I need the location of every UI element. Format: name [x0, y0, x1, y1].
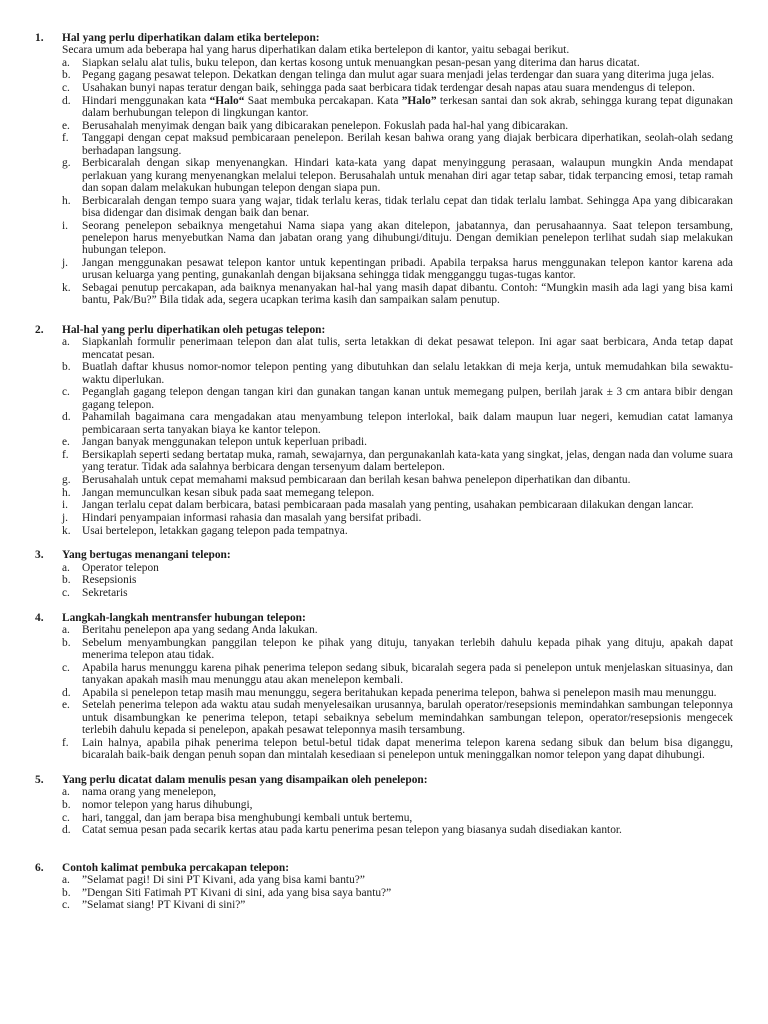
- list-item-text: Operator telepon: [82, 561, 159, 574]
- list-item-text: Beritahu penelepon apa yang sedang Anda lakukan.: [82, 624, 318, 637]
- list-item-letter: d.: [62, 411, 71, 424]
- section-3: [35, 549, 733, 599]
- list-item-letter: d.: [62, 94, 71, 107]
- list-item-text: Seorang penelepon sebaiknya mengetahui Nama siapa yang akan ditelepon, jabatannya, dan perusahaannya. Saat telepon tersambung, penelepon harus menyebutkan Nama dan jabatan orang yang dihubungi/dituju. Dengan demikian penelepon terlihat sudah siap melakukan hubungan telepon.: [82, 219, 733, 257]
- list-item: [35, 411, 733, 436]
- section-number: 2.: [35, 324, 44, 337]
- list-item: [35, 157, 733, 194]
- section-heading: [35, 549, 733, 561]
- list-item-text: nama orang yang menelepon,: [82, 786, 217, 799]
- list-item-text: Sekretaris: [82, 586, 128, 599]
- list-item: [35, 220, 733, 257]
- list-item: [35, 282, 733, 307]
- list-item-text: Resepsionis: [82, 574, 137, 587]
- list-item-text: Jangan menggunakan pesawat telepon kantor untuk kepentingan pribadi. Apabila terpaksa harus menggunakan telepon kantor karena ada urusan keluarga yang penting, gunakanlah dengan bijaksana sehingga tidak mengganggu tugas-tugas kantor.: [82, 256, 733, 282]
- list-item: [35, 95, 733, 120]
- list-item: [35, 120, 733, 132]
- list-item-text: Tanggapi dengan cepat maksud pembicaraan penelepon. Berilah kesan bahwa orang yang diajak berbicara diperhatikan, seolah-olah sedang berhadapan langsung.: [82, 132, 733, 157]
- list-item: [35, 361, 733, 386]
- list-item-letter: e.: [62, 699, 70, 712]
- list-item-letter: a.: [62, 786, 70, 799]
- list-item-letter: c.: [62, 81, 70, 94]
- list-item-letter: a.: [62, 336, 70, 349]
- list-item-letter: f.: [62, 132, 69, 145]
- text-segment: Saat membuka percakapan. Kata: [244, 94, 402, 107]
- list-item: [35, 662, 733, 687]
- text-segment: Hindari menggunakan kata: [82, 94, 210, 107]
- list-item: [35, 57, 733, 69]
- list-item: [35, 449, 733, 474]
- list-item-text: Siapkan selalu alat tulis, buku telepon, dan kertas kosong untuk menuangkan pesan-pesan yang diterima dan harus dicatat.: [82, 56, 640, 69]
- list-item-letter: e.: [62, 119, 70, 132]
- list-item-letter: j.: [62, 511, 69, 524]
- list-item-letter: f.: [62, 736, 69, 749]
- list-item-letter: i.: [62, 219, 69, 232]
- list-item-text: Jangan terlalu cepat dalam berbicara, batasi pembicaraan pada masalah yang penting, usahakan pembicaraan dilakukan dengan lancar.: [82, 499, 694, 512]
- bold-text-segment: “Halo“: [209, 94, 245, 107]
- list-item: [35, 499, 733, 511]
- list-item: [35, 69, 733, 81]
- list-item-text: Sebagai penutup percakapan, ada baiknya menanyakan hal-hal yang masih dapat dibantu. Contoh: “Mungkin masih ada lagi yang bisa kami bantu, Pak/Bu?” Bila tidak ada, segera ucapkan terima kasih dan sampaikan salam penutup.: [82, 281, 733, 307]
- item-list: [35, 336, 733, 536]
- section-1: [35, 32, 733, 307]
- item-list: [35, 624, 733, 761]
- list-item-letter: c.: [62, 899, 70, 912]
- list-item-letter: c.: [62, 811, 70, 824]
- list-item: [35, 699, 733, 736]
- list-item: [35, 624, 733, 636]
- list-item-text: Berbicaralah dengan sikap menyenangkan. Hindari kata-kata yang dapat menyinggung perasaan, walaupun mungkin Anda mendapat perlakuan yang kurang menyenangkan melalui telepon. Berusahalah untuk menahan diri agar tetap sabar, tidak terpancing emosi, tetap ramah dan sopan dalam melakukan hubungan telepon dengan siapa pun.: [82, 157, 733, 194]
- list-item-letter: a.: [62, 561, 70, 574]
- list-item-letter: b.: [62, 361, 71, 374]
- section-number: 1.: [35, 32, 44, 44]
- list-item-text: Apabila harus menunggu karena pihak penerima telepon sedang sibuk, bicaralah segera pada si penelepon untuk menjelaskan situasinya, dan tanyakan apakah masih mau menunggu atau akan menelepon kembali.: [82, 661, 733, 687]
- list-item-text: Usahakan bunyi napas teratur dengan baik, sehingga pada saat berbicara tidak terdengar desah napas atau suara mendengus di telepon.: [82, 81, 695, 94]
- list-item-letter: a.: [62, 624, 70, 637]
- section-number: 6.: [35, 861, 44, 874]
- list-item: [35, 687, 733, 699]
- list-item-text: Lain halnya, apabila pihak penerima telepon betul-betul tidak dapat menerima telepon karena sedang sibuk dan belum bisa diganggu, bicaralah baik-baik dengan penuh sopan dan mintalah kesediaan si penelepon untuk meninggalkan nomor telepon yang dapat dihubungi.: [82, 736, 733, 762]
- list-item-text: Catat semua pesan pada secarik kertas atau pada kartu penerima pesan telepon yang biasanya sudah disediakan kantor.: [82, 824, 622, 837]
- list-item-letter: b.: [62, 574, 71, 587]
- list-item-text: Berbicaralah dengan tempo suara yang wajar, tidak terlalu keras, tidak terlalu cepat dan tidak terlalu lambat. Sehingga Apa yang dibicarakan bisa didengar dan disimak dengan baik dan benar.: [82, 194, 733, 219]
- document-page: [35, 32, 733, 912]
- bold-text-segment: ”Halo”: [401, 94, 437, 107]
- item-list: [35, 562, 733, 600]
- list-item-letter: h.: [62, 194, 71, 207]
- list-item-text: Bersikaplah seperti sedang bertatap muka, ramah, sewajarnya, dan pergunakanlah kata-kata yang singkat, jelas, dengan nada dan volume suara yang teratur. Tidak ada salahnya berbicara dengan tersenyum dalam bertelepon.: [82, 448, 733, 474]
- text-segment: terkesan santai dan sok akrab, sehingga kurang tepat digunakan dalam berhubungan telepon di lingkungan kantor.: [82, 94, 733, 119]
- section-heading: [35, 612, 733, 624]
- list-item-letter: g.: [62, 473, 71, 486]
- list-item-text: nomor telepon yang harus dihubungi,: [82, 798, 253, 811]
- list-item-text: Jangan banyak menggunakan telepon untuk keperluan pribadi.: [82, 436, 367, 449]
- list-item: [35, 737, 733, 762]
- section-title: Contoh kalimat pembuka percakapan telepon:: [62, 861, 290, 874]
- section-title: Langkah-langkah mentransfer hubungan telepon:: [62, 611, 306, 624]
- list-item-text: Hindari penyampaian informasi rahasia dan masalah yang bersifat pribadi.: [82, 511, 422, 524]
- list-item: [35, 574, 733, 586]
- list-item-text: Setelah penerima telepon ada waktu atau sudah menyelesaikan urusannya, barulah operator/resepsionis memindahkan sambungan teleponnya untuk disambungkan ke penerima telepon, tetapi sebaiknya sebelum memindahkan sambungan telepon, operator/resepsionis mengecek terlebih dahulu kepada si penelepon, apakah pesawat teleponnya masih tersambung.: [82, 699, 733, 737]
- list-item-letter: b.: [62, 798, 71, 811]
- list-item-text: ”Dengan Siti Fatimah PT Kivani di sini, ada yang bisa saya bantu?”: [82, 886, 392, 899]
- list-item-text: Sebelum menyambungkan panggilan telepon ke pihak yang dituju, tanyakan terlebih dahulu kepada pihak yang dituju, apakah dapat menerima telepon atau tidak.: [82, 636, 733, 662]
- section-number: 5.: [35, 773, 44, 786]
- item-list: [35, 786, 733, 836]
- section-heading: [35, 324, 733, 336]
- section-number: 4.: [35, 611, 44, 624]
- list-item: [35, 899, 733, 911]
- list-item-text: Buatlah daftar khusus nomor-nomor telepon penting yang dibutuhkan dan selalu letakkan di meja kerja, untuk memudahkan bila sewaktu-waktu diperlukan.: [82, 361, 733, 386]
- section-heading: [35, 862, 733, 874]
- list-item-text: Berusahalah untuk cepat memahami maksud pembicaraan dan berilah kesan bahwa penelepon diperhatikan dan dibantu.: [82, 473, 631, 486]
- list-item: [35, 132, 733, 157]
- section-6: [35, 862, 733, 912]
- section-title: Hal yang perlu diperhatikan dalam etika bertelepon:: [62, 32, 320, 44]
- section-title: Hal-hal yang perlu diperhatikan oleh petugas telepon:: [62, 324, 326, 337]
- list-item-text: Peganglah gagang telepon dengan tangan kiri dan gunakan tangan kanan untuk memegang pulpen, berilah jarak ± 3 cm antara bibir dengan gagang telepon.: [82, 386, 733, 411]
- section-heading: [35, 774, 733, 786]
- list-item: [35, 786, 733, 798]
- list-item: [35, 824, 733, 836]
- list-item: [35, 82, 733, 94]
- list-item: [35, 874, 733, 886]
- list-item-text: Usai bertelepon, letakkan gagang telepon pada tempatnya.: [82, 524, 348, 537]
- list-item: [35, 562, 733, 574]
- list-item-letter: f.: [62, 448, 69, 461]
- list-item-letter: e.: [62, 436, 70, 449]
- list-item-text: ”Selamat siang! PT Kivani di sini?”: [82, 899, 246, 912]
- list-item: [35, 195, 733, 220]
- list-item: [35, 336, 733, 361]
- section-heading: [35, 32, 733, 44]
- section-title: Yang perlu dicatat dalam menulis pesan yang disampaikan oleh penelepon:: [62, 773, 428, 786]
- list-item: [35, 386, 733, 411]
- list-item: [35, 512, 733, 524]
- list-item-text: Pegang gagang pesawat telepon. Dekatkan dengan telinga dan mulut agar suara menjadi jelas terdengar dan suara yang diterima juga jelas.: [82, 69, 715, 82]
- list-item-letter: d.: [62, 824, 71, 837]
- item-list: [35, 874, 733, 912]
- list-item: [35, 257, 733, 282]
- list-item-text: Apabila si penelepon tetap masih mau menunggu, segera beritahukan kepada penerima telepon, bahwa si penelepon masih mau menunggu.: [82, 686, 717, 699]
- list-item-letter: g.: [62, 157, 71, 170]
- list-item-text: Jangan memunculkan kesan sibuk pada saat memegang telepon.: [82, 486, 375, 499]
- list-item-text: Siapkanlah formulir penerimaan telepon dan alat tulis, serta letakkan di dekat pesawat telepon. Ini agar saat berbicara, Anda tetap dapat mencatat pesan.: [82, 336, 733, 361]
- list-item: [35, 525, 733, 537]
- section-2: [35, 324, 733, 537]
- list-item-letter: a.: [62, 56, 70, 69]
- section-4: [35, 612, 733, 762]
- list-item: [35, 436, 733, 448]
- list-item: [35, 587, 733, 599]
- section-title: Yang bertugas menangani telepon:: [62, 549, 231, 562]
- section-intro: Secara umum ada beberapa hal yang harus diperhatikan dalam etika bertelepon di kantor, yaitu sebagai berikut.: [62, 44, 570, 57]
- list-item-letter: j.: [62, 256, 69, 269]
- list-item: [35, 487, 733, 499]
- list-item-text: Pahamilah bagaimana cara mengadakan atau menyambung telepon interlokal, baik dalam maupun luar negeri, kemudian catat lamanya pembicaraan serta tanyakan biaya ke kantor telepon.: [82, 411, 733, 436]
- list-item-letter: k.: [62, 524, 71, 537]
- list-item-text: hari, tanggal, dan jam berapa bisa menghubungi kembali untuk bertemu,: [82, 811, 413, 824]
- list-item-text: Berusahalah menyimak dengan baik yang dibicarakan penelepon. Fokuslah pada hal-hal yang dibicarakan.: [82, 119, 569, 132]
- list-item-letter: a.: [62, 873, 70, 886]
- section-number: 3.: [35, 549, 44, 562]
- list-item: [35, 887, 733, 899]
- list-item-letter: b.: [62, 69, 71, 82]
- section-5: [35, 774, 733, 837]
- list-item-letter: d.: [62, 686, 71, 699]
- list-item: [35, 799, 733, 811]
- list-item-letter: b.: [62, 886, 71, 899]
- list-item-text: [82, 95, 733, 119]
- list-item-letter: c.: [62, 386, 70, 399]
- list-item-text: ”Selamat pagi! Di sini PT Kivani, ada yang bisa kami bantu?”: [82, 873, 365, 886]
- list-item-letter: k.: [62, 281, 71, 294]
- list-item-letter: h.: [62, 486, 71, 499]
- list-item-letter: c.: [62, 661, 70, 674]
- list-item: [35, 812, 733, 824]
- item-list: [35, 57, 733, 307]
- list-item-letter: b.: [62, 636, 71, 649]
- list-item-letter: i.: [62, 499, 69, 512]
- list-item: [35, 474, 733, 486]
- list-item-letter: c.: [62, 586, 70, 599]
- list-item: [35, 637, 733, 662]
